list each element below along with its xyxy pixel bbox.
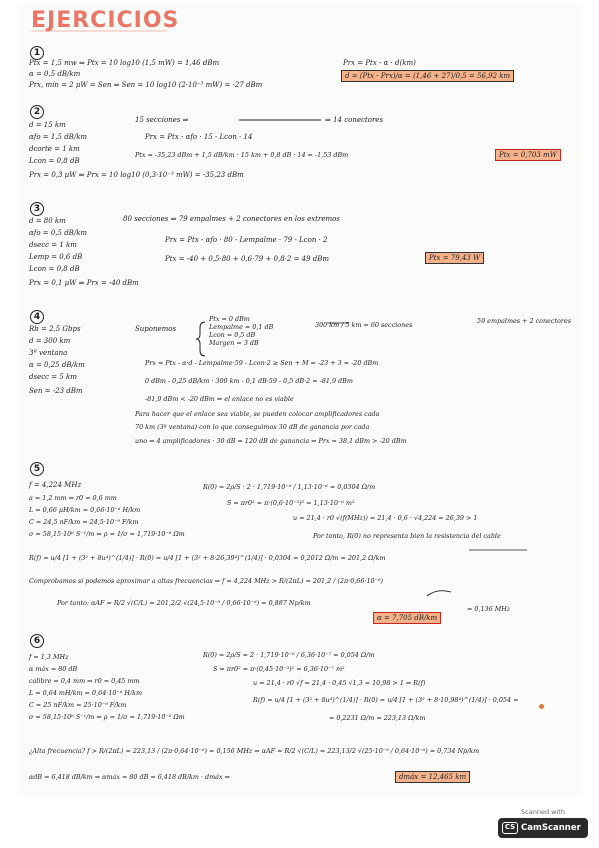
result-box: dmáx = 12,465 km bbox=[395, 771, 470, 783]
work-line: R(0) = 2ρ/S · 2 · 1,719·10⁻⁸ / 1,13·10⁻⁶ = 0,0304 Ω/m bbox=[203, 483, 376, 491]
work-line: R(0) = 2ρ/S = 2 · 1,719·10⁻⁸ / 6,36·10⁻⁷ = 0,054 Ω/m bbox=[203, 651, 375, 659]
work-line: uno ⇒ 4 amplificadores · 30 dB = 120 dB de ganancia ⇒ Prx = 38,1 dBm > -20 dBm bbox=[135, 437, 407, 445]
work-line: Ptx = -35,23 dBm + 1,5 dB/km · 15 km + 0,8 dB · 14 = -1,53 dBm bbox=[135, 151, 349, 159]
given-line: αfo = 0,5 dB/km bbox=[29, 229, 88, 237]
result-box: Ptx = 0,703 mW bbox=[495, 149, 561, 161]
work-line: 70 km (3ª ventana) con lo que conseguimos 30 dB de ganancia por cada bbox=[135, 423, 370, 431]
work-line: 15 secciones ⇒ bbox=[135, 116, 189, 124]
given-line: C = 25 nF/km = 25·10⁻⁹ F/km bbox=[29, 701, 127, 709]
given-line: Lcon = 0,8 dB bbox=[29, 265, 80, 273]
given-line: Sen = -23 dBm bbox=[29, 387, 83, 395]
assumption-line: Ptx = 0 dBm bbox=[209, 315, 250, 323]
notebook-page bbox=[17, 4, 583, 796]
given-line: α máx = 80 dB bbox=[29, 665, 78, 673]
work-line: S = πr0² = π·(0,45·10⁻³)² = 6,36·10⁻⁷ m² bbox=[213, 665, 345, 673]
given-line: Prx, mín = 2 μW = Sen ⇒ Sen = 10 log10 (2·10⁻³ mW) = -27 dBm bbox=[29, 81, 263, 89]
work-line: 0 dBm - 0,25 dB/km · 300 km - 0,1 dB·59 - 0,5 dB·2 = -81,9 dBm bbox=[145, 377, 353, 385]
given-line: σ = 58,15·10⁶ S⁻¹/m ⇒ ρ = 1/σ = 1,719·10⁻⁸ Ωm bbox=[29, 530, 185, 538]
given-line: d = 15 km bbox=[29, 121, 66, 129]
work-line: 80 secciones ⇒ 79 empalmes + 2 conectores en los extremos bbox=[123, 215, 340, 223]
work-line: u = 21,4 · r0 √f = 21,4 · 0,45 √1,3 = 10,98 > 1 ⇒ R(f) bbox=[253, 679, 426, 687]
badge-box bbox=[498, 818, 588, 838]
section-number: 4 bbox=[30, 310, 44, 324]
work-line: Suponemos bbox=[135, 325, 177, 333]
given-line: L = 0,66 μH/km = 0,66·10⁻⁶ H/km bbox=[29, 506, 141, 514]
section-number: 1 bbox=[30, 46, 44, 60]
given-line: Lemp = 0,6 dB bbox=[29, 253, 83, 261]
work-line: αdB = 6,418 dB/km ⇒ αmáx = 80 dB = 6,418 dB/km · dmáx ⇒ bbox=[29, 773, 230, 781]
given-line: dsecc = 5 km bbox=[29, 373, 77, 381]
given-line: α = 0,5 dB/km bbox=[29, 70, 81, 78]
ink-dot bbox=[539, 704, 544, 709]
given-line: Lcon = 0,8 dB bbox=[29, 157, 80, 165]
given-line: L = 0,64 mH/km = 0,64·10⁻⁶ H/km bbox=[29, 689, 143, 697]
result-box: d = (Ptx - Prx)/α = (1,46 + 27)/0,5 = 56,92 km bbox=[341, 70, 514, 82]
work-line: 59 empalmes + 2 conectores bbox=[477, 317, 572, 325]
assumption-line: Lcon = 0,5 dB bbox=[209, 331, 256, 339]
work-line: Prx = Ptx - α·d - Lempalme·59 - Lcon·2 ≥ Sen + M = -23 + 3 = -20 dBm bbox=[145, 359, 379, 367]
work-line: -81,9 dBm < -20 dBm ⇒ el enlace no es viable bbox=[145, 395, 294, 403]
given-line: αfo = 1,5 dB/km bbox=[29, 133, 88, 141]
given-line: Prx = 0,3 μW ⇒ Prx = 10 log10 (0,3·10⁻³ mW) = -35,23 dBm bbox=[29, 171, 244, 179]
work-line: ⇒ 14 conectores bbox=[325, 116, 384, 124]
work-line: Prx = Ptx - αfo · 15 - Lcon · 14 bbox=[145, 133, 253, 141]
formula-line: Prx = Ptx - α · d(km) bbox=[343, 59, 416, 67]
work-line: R(f) = u/4 [1 + (3² + 8u⁴)^(1/4)] · R(0) = u/4 [1 + (3² + 8·26,39⁴)^(1/4)] · 0,0304 = 0,2012 Ω/m = 201,2 Ω/km bbox=[29, 554, 386, 562]
assumption-line: Margen = 3 dB bbox=[209, 339, 259, 347]
work-line: = 0,136 MHz bbox=[467, 605, 511, 613]
given-line: C = 24,5 nF/km = 24,5·10⁻⁹ F/km bbox=[29, 518, 139, 526]
work-line: S = πr0² = π·(0,6·10⁻³)² = 1,13·10⁻⁶ m² bbox=[227, 499, 355, 507]
given-line: 3ª ventana bbox=[29, 349, 68, 357]
section-number: 2 bbox=[30, 105, 44, 119]
result-box: Ptx = 79,43 W bbox=[425, 252, 484, 264]
assumption-line: Lempalme = 0,1 dB bbox=[209, 323, 274, 331]
section-5-arrow bbox=[427, 591, 451, 596]
result-box: α = 7,705 dB/km bbox=[373, 612, 441, 624]
given-line: α = 0,25 dB/km bbox=[29, 361, 85, 369]
work-line: R(f) = u/4 [1 + (3² + 8u⁴)^(1/4)] · R(0) = u/4 [1 + (3² + 8·10,98⁴)^(1/4)] · 0,054 = bbox=[253, 696, 519, 704]
given-line: Rb = 2,5 Gbps bbox=[29, 325, 81, 333]
badge-name: CamScanner bbox=[521, 823, 581, 833]
given-line: Ptx = 1,5 mw ⇒ Ptx = 10 log10 (1,5 mW) = 1,46 dBm bbox=[29, 59, 220, 67]
given-line: a = 1,2 mm ⇒ r0 = 0,6 mm bbox=[29, 494, 117, 502]
page-title: EJERCICIOS bbox=[31, 8, 180, 33]
work-line: = 0,2231 Ω/m = 223,13 Ω/km bbox=[329, 714, 426, 722]
work-line: Por tanto: αAF = R/2 √(C/L) = 201,2/2 √(24,5·10⁻⁹ / 0,66·10⁻⁶) = 0,887 Np/km bbox=[57, 599, 311, 607]
badge-prefix: Scanned with bbox=[521, 808, 565, 816]
work-line: u = 21,4 · r0 √(f(MHz)) = 21,4 · 0,6 · √4,224 = 26,39 > 1 bbox=[293, 514, 478, 522]
given-line: f = 1,3 MHz bbox=[29, 653, 69, 661]
work-line: Comprobamos si podemos aproximar a altas frecuencias ⇒ f = 4,224 MHz > R/(2πL) = 201,2 / (2π·0,66·10⁻⁶) bbox=[29, 577, 384, 585]
given-line: d = 300 km bbox=[29, 337, 71, 345]
section-4-brace bbox=[196, 322, 205, 356]
work-line: Ptx = -40 + 0,5·80 + 0,6·79 + 0,8·2 = 49 dBm bbox=[165, 255, 330, 263]
section-number: 6 bbox=[30, 634, 44, 648]
camscanner-icon: CS bbox=[502, 822, 518, 834]
work-line: Para hacer que el enlace sea viable, se pueden colocar amplificadores cada bbox=[135, 410, 380, 418]
camscanner-badge bbox=[498, 808, 588, 840]
given-line: d = 80 km bbox=[29, 217, 66, 225]
work-line: 300 km / 5 km = 60 secciones bbox=[315, 321, 413, 329]
given-line: σ = 58,15·10⁶ S⁻¹/m ⇒ ρ = 1/σ = 1,719·10⁻⁸ Ωm bbox=[29, 713, 185, 721]
given-line: f = 4,224 MHz bbox=[29, 481, 82, 489]
given-line: dcorte = 1 km bbox=[29, 145, 80, 153]
work-line: Por tanto, R(0) no representa bien la resistencia del cable bbox=[313, 532, 501, 540]
work-line: ¿Alta frecuencia? f > R/(2πL) = 223,13 / (2π·0,64·10⁻⁶) = 0,156 MHz ⇒ αAF = R/2 √(C/L) = 223,13/2 √(25·10⁻⁹ / 0,64·10⁻⁶) = 0,734 Np/km bbox=[29, 747, 480, 755]
given-line: calibre = 0,4 mm ⇒ r0 = 0,45 mm bbox=[29, 677, 140, 685]
section-number: 5 bbox=[30, 462, 44, 476]
work-line: Prx = Ptx - αfo · 80 - Lempalme · 79 - Lcon · 2 bbox=[165, 236, 328, 244]
given-line: dsecc = 1 km bbox=[29, 241, 77, 249]
section-number: 3 bbox=[30, 202, 44, 216]
given-line: Prx = 0,1 μW ⇒ Prx = -40 dBm bbox=[29, 279, 139, 287]
